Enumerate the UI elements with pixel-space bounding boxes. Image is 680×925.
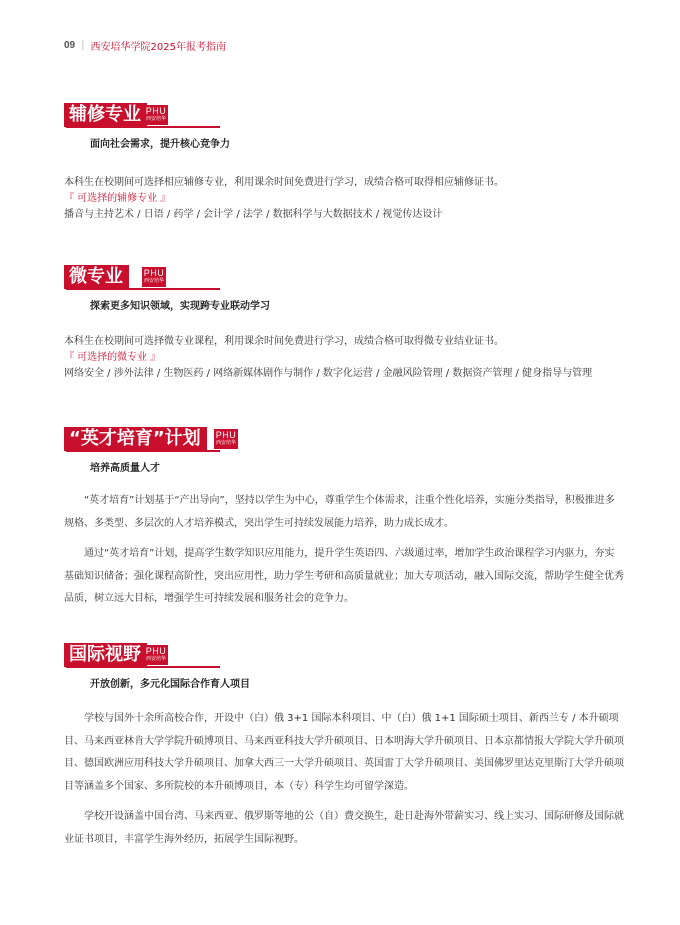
paragraph: 通过“英才培育”计划，提高学生数学知识应用能力，提升学生英语四、六级通过率，增加学生政治课程学习内驱力，夯实基础知识储备；强化课程高阶性，突出应用性，助力学生考研和高质量就业；加大专项活动，融入国际交流，帮助学生健全优秀品质，树立远大目标，增强学生可持续发展和服务社会的竞争力。	[64, 548, 624, 604]
list-heading: 『 可选择的微专业 』	[64, 352, 161, 363]
section-talent	[0, 427, 680, 474]
major-list: 播音与主持艺术 / 日语 / 药学 / 会计学 / 法学 / 数据科学与大数据技术 / 视觉传达设计	[64, 209, 443, 220]
section-minor-body	[64, 175, 624, 223]
section-title: “英才培育”计划	[64, 427, 207, 451]
header-title: 西安培华学院2025年报考指南	[90, 42, 226, 53]
list-heading: 『 可选择的辅修专业 』	[64, 193, 171, 204]
paragraph: 学校与国外十余所高校合作，开设中（白）俄 3+1 国际本科项目、中（白）俄 1+1 国际硕士项目、新西兰专 / 本升硕项目、马来西亚林肯大学学院升硕博项目、马来西亚科技大学升硕项目、日本明海大学升硕项目、日本京都情报大学院大学升硕项目、德国欧洲应用科技大学升硕项目、加拿大西三一大学升硕项目、英国雷丁大学升硕项目、美国佛罗里达克里斯汀大学升硕项目等涵盖多个国家、多所院校的本升硕博项目，本（专）科学生均可留学深造。	[64, 713, 624, 792]
phu-logo: PHU 西安培华	[144, 645, 168, 665]
phu-logo: PHU 西安培华	[144, 105, 168, 125]
section-talent-body	[64, 490, 624, 619]
section-title: 辅修专业	[64, 103, 147, 127]
section-rule	[66, 288, 220, 290]
paragraph: 学校开设涵盖中国台湾、马来西亚、俄罗斯等地的公（自）费交换生，赴日赴海外带薪实习、线上实习、国际研修及国际就业证书项目，丰富学生海外经历，拓展学生国际视野。	[64, 811, 624, 845]
section-title: 国际视野	[64, 643, 147, 667]
section-rule	[66, 666, 220, 668]
phu-logo: PHU 西安培华	[214, 429, 238, 449]
section-minor	[0, 103, 680, 150]
intro-text: 本科生在校期间可选择相应辅修专业，利用课余时间免费进行学习，成绩合格可取得相应辅修证书。	[64, 177, 504, 188]
phu-logo: PHU 西安培华	[142, 267, 166, 287]
section-rule	[66, 126, 220, 128]
section-international-body	[64, 708, 624, 859]
section-rule	[66, 450, 220, 452]
section-subtitle: 探索更多知识领域，实现跨专业联动学习	[90, 301, 270, 312]
section-international	[0, 643, 680, 690]
page-number: 09	[64, 40, 76, 51]
section-subtitle: 开放创新，多元化国际合作育人项目	[90, 679, 250, 690]
section-title: 微专业	[64, 265, 129, 289]
micro-list: 网络安全 / 涉外法律 / 生物医药 / 网络新媒体剧作与制作 / 数字化运营 / 金融风险管理 / 数据资产管理 / 健身指导与管理	[64, 368, 593, 379]
intro-text: 本科生在校期间可选择微专业课程，利用课余时间免费进行学习，成绩合格可取得微专业结业证书。	[64, 336, 504, 347]
section-micro	[0, 265, 680, 312]
header-divider: |	[81, 40, 85, 51]
section-subtitle: 面向社会需求，提升核心竞争力	[90, 139, 230, 150]
paragraph: “英才培育”计划基于“产出导向”，坚持以学生为中心，尊重学生个体需求，注重个性化培养，实施分类指导，积极推进多规格、多类型、多层次的人才培养模式，突出学生可持续发展能力培养，助力成长成才。	[64, 495, 615, 529]
page-header	[64, 38, 226, 53]
section-micro-body	[64, 334, 624, 382]
section-subtitle: 培养高质量人才	[90, 463, 160, 474]
